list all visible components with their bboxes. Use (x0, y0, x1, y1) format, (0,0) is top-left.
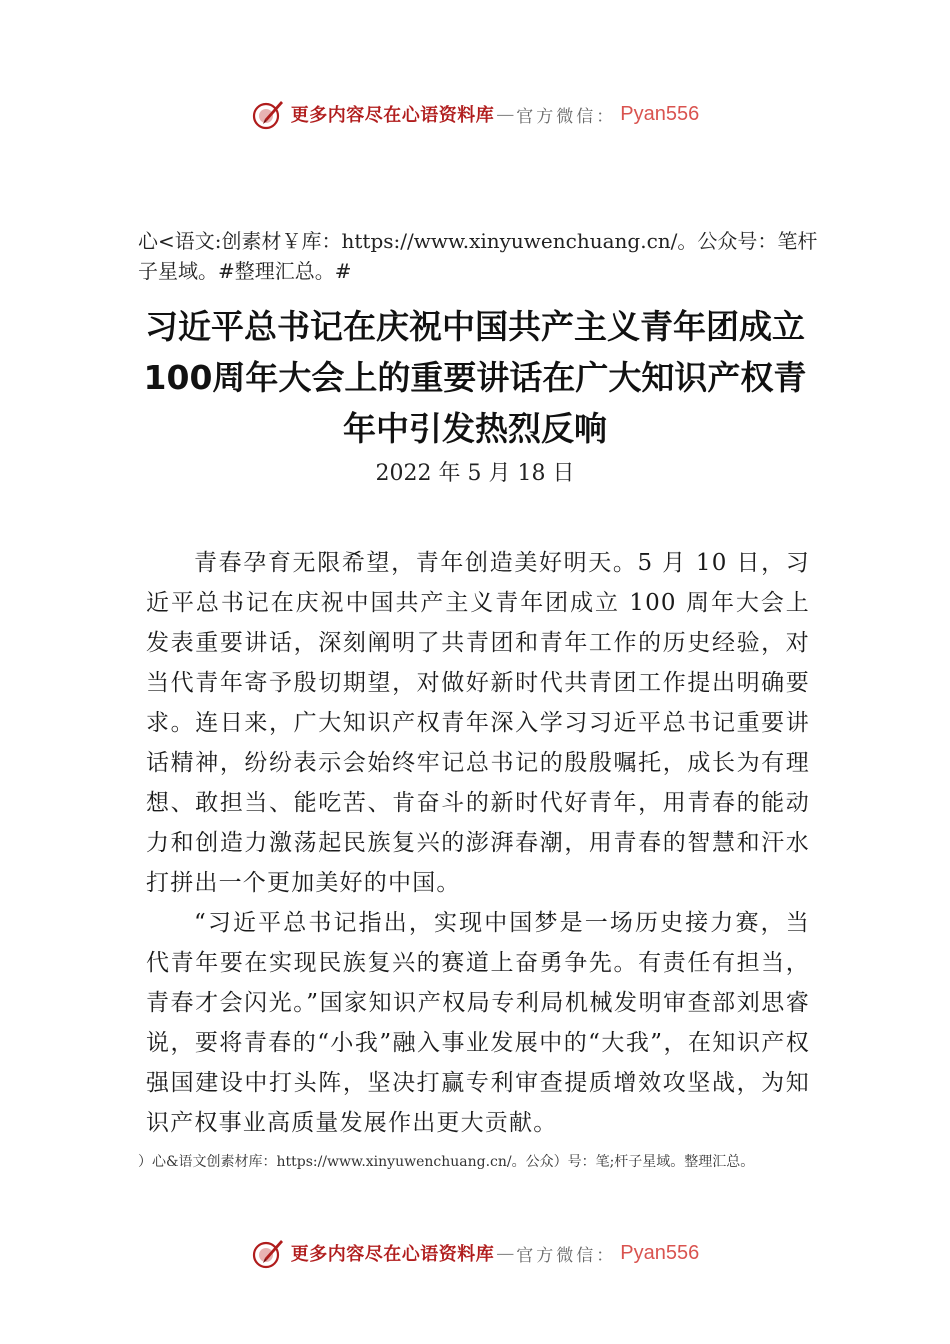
source-note: 心<语文:创素材￥库：https://www.xinyuwenchuang.cn/。公众号：笔杆子星域。#整理汇总。# (138, 229, 818, 283)
banner-wechat-id: Pyan556 (620, 1241, 700, 1264)
banner-text: 更多内容尽在心语资料库 (290, 105, 495, 126)
document-date: 2022 年 5 月 18 日 (375, 461, 575, 486)
banner-separator: — (496, 103, 515, 125)
quill-pen-seal-icon (251, 1236, 285, 1270)
header-banner (0, 94, 950, 134)
quill-pen-seal-icon (251, 97, 285, 131)
banner-official-label: 官方微信： (516, 106, 617, 127)
banner-separator: — (496, 1242, 515, 1264)
footer-source-note: ）心&语文创素材库：https://www.xinyuwenchuang.cn/。公众）号：笔;杆子星域。整理汇总。 (138, 1154, 755, 1170)
banner-text: 更多内容尽在心语资料库 (290, 1244, 495, 1265)
document-body (146, 543, 810, 1143)
banner-official-label: 官方微信： (516, 1245, 617, 1266)
footer-banner (0, 1233, 950, 1273)
paragraph: 青春孕育无限希望，青年创造美好明天。5 月 10 日，习近平总书记在庆祝中国共产主义青年团成立 100 周年大会上发表重要讲话，深刻阐明了共青团和青年工作的历史经验，对当代青年寄予殷切期望，对做好新时代共青团工作提出明确要求。连日来，广大知识产权青年深入学习习近平总书记重要讲话精神，纷纷表示会始终牢记总书记的殷殷嘱托，成长为有理想、敢担当、能吃苦、肯奋斗的新时代好青年，用青春的能动力和创造力激荡起民族复兴的澎湃春潮，用青春的智慧和汗水打拼出一个更加美好的中国。 (146, 550, 810, 896)
paragraph: “习近平总书记指出，实现中国梦是一场历史接力赛，当代青年要在实现民族复兴的赛道上奋勇争先。有责任有担当，青春才会闪光。”国家知识产权局专利局机械发明审查部刘思睿说，要将青春的“小我”融入事业发展中的“大我”，在知识产权强国建设中打头阵，坚决打赢专利审查提质增效攻坚战，为知识产权事业高质量发展作出更大贡献。 (146, 910, 810, 1136)
banner-wechat-id: Pyan556 (620, 102, 700, 125)
document-title: 习近平总书记在庆祝中国共产主义青年团成立100周年大会上的重要讲话在广大知识产权青年中引发热烈反响 (143, 307, 807, 448)
